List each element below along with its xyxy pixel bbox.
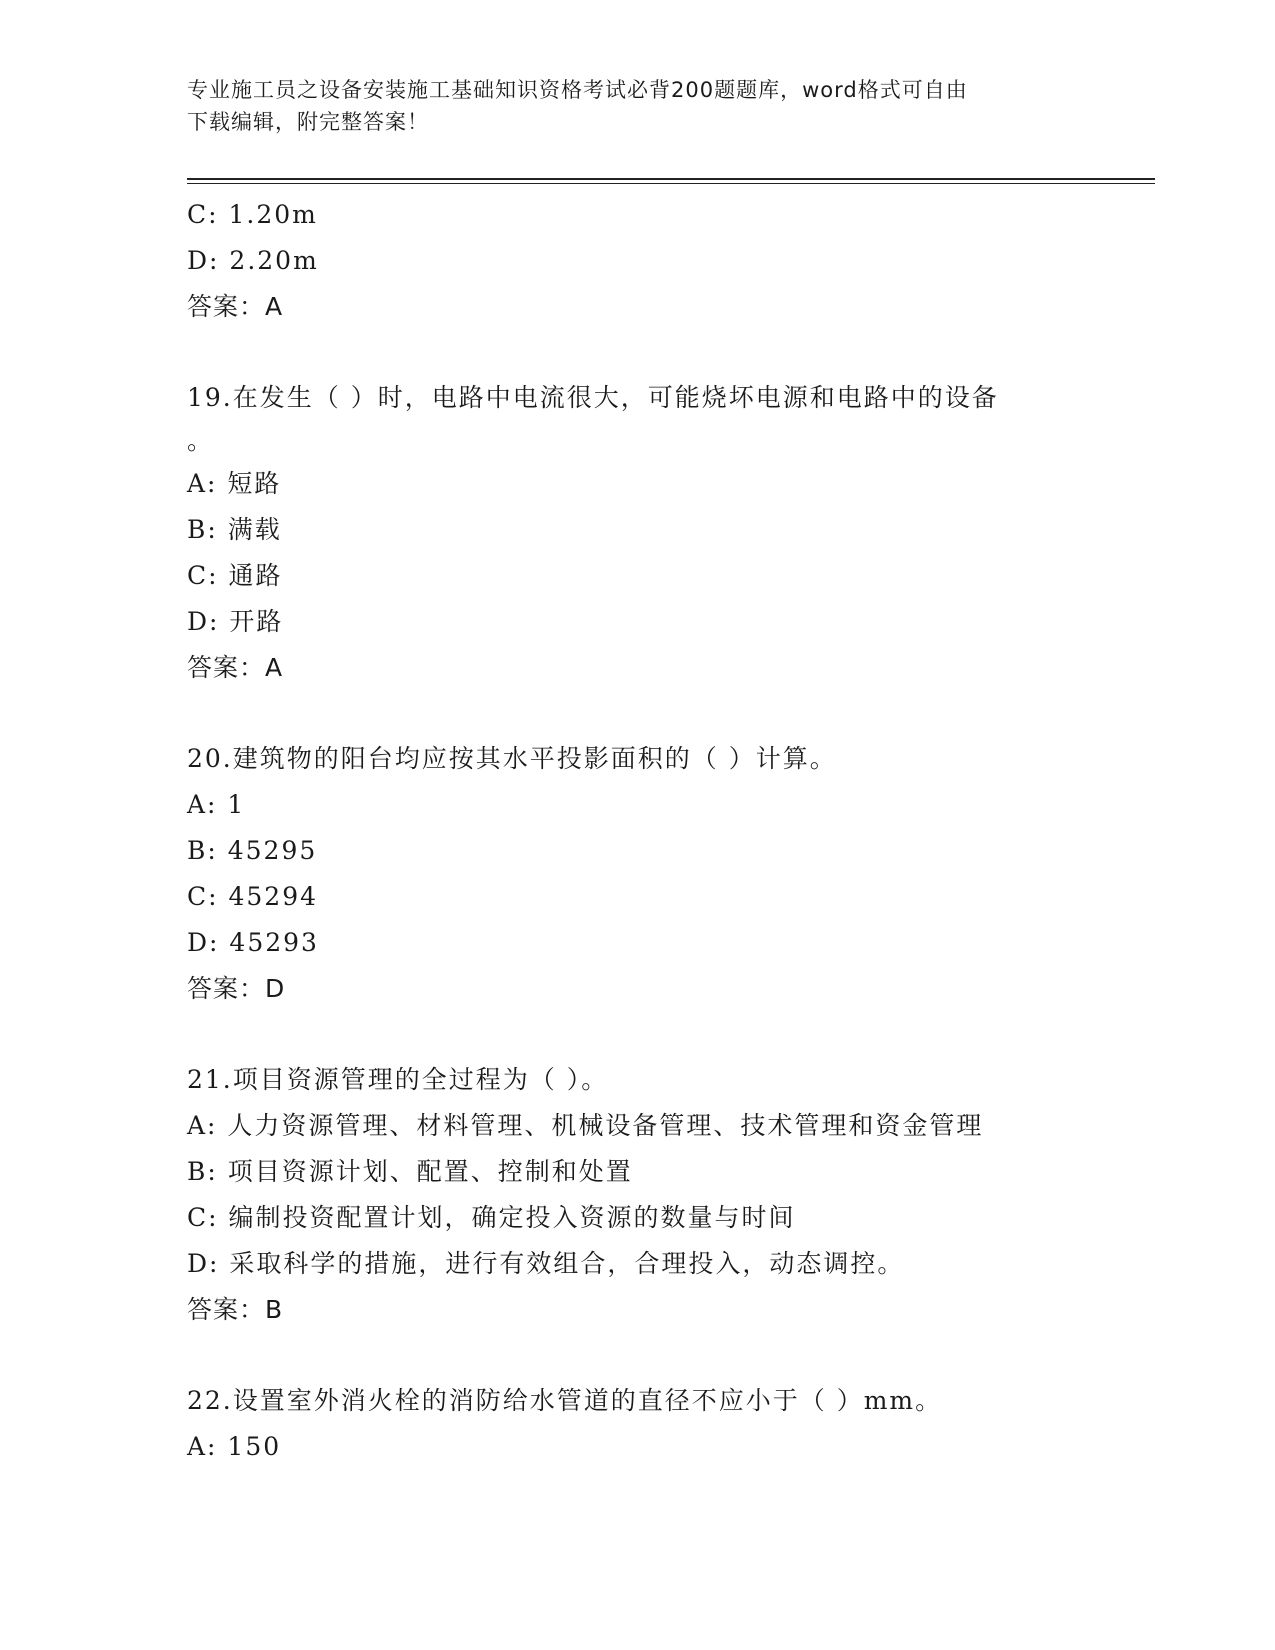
option-a: A: 人力资源管理、材料管理、机械设备管理、技术管理和资金管理 — [187, 1111, 984, 1140]
question-spacer — [187, 1333, 1087, 1378]
option-d: D: 开路 — [187, 607, 284, 636]
answer-label: 答案：D — [187, 974, 286, 1003]
question-spacer — [187, 1012, 1087, 1057]
option-d: D: 45293 — [187, 928, 319, 957]
document-header — [187, 74, 1087, 138]
option-b: B: 45295 — [187, 836, 318, 865]
option-a: A: 150 — [187, 1432, 282, 1461]
answer-label: 答案：A — [187, 292, 284, 321]
option-c: C: 1.20m — [187, 200, 318, 229]
header-divider-thick — [187, 178, 1155, 180]
option-a: A: 短路 — [187, 469, 282, 498]
question-22-block — [187, 1378, 1087, 1470]
header-line-1: 专业施工员之设备安装施工基础知识资格考试必背200题题库，word格式可自由 — [187, 78, 968, 102]
question-20-block — [187, 736, 1087, 1012]
option-d: D: 采取科学的措施，进行有效组合，合理投入，动态调控。 — [187, 1249, 905, 1278]
header-line-2: 下载编辑，附完整答案！ — [187, 110, 429, 134]
question-list — [187, 192, 1087, 1470]
question-spacer — [187, 330, 1087, 375]
answer-label: 答案：A — [187, 653, 284, 682]
question-text-continuation: 。 — [187, 426, 215, 455]
question-19-block — [187, 375, 1087, 691]
option-c: C: 通路 — [187, 561, 283, 590]
question-21-block — [187, 1057, 1087, 1333]
option-b: B: 满载 — [187, 515, 282, 544]
answer-label: 答案：B — [187, 1295, 284, 1324]
option-d: D: 2.20m — [187, 246, 319, 275]
option-c: C: 编制投资配置计划，确定投入资源的数量与时间 — [187, 1203, 796, 1232]
option-c: C: 45294 — [187, 882, 319, 911]
question-text: 21.项目资源管理的全过程为（ ）。 — [187, 1065, 609, 1094]
question-text: 22.设置室外消火栓的消防给水管道的直径不应小于（ ）mm。 — [187, 1386, 943, 1415]
option-b: B: 项目资源计划、配置、控制和处置 — [187, 1157, 633, 1186]
header-divider-thin — [187, 183, 1155, 184]
question-text: 19.在发生（ ）时，电路中电流很大，可能烧坏电源和电路中的设备 — [187, 383, 999, 412]
option-a: A: 1 — [187, 790, 246, 819]
question-18-block — [187, 192, 1087, 330]
question-spacer — [187, 691, 1087, 736]
question-text: 20.建筑物的阳台均应按其水平投影面积的（ ）计算。 — [187, 744, 837, 773]
